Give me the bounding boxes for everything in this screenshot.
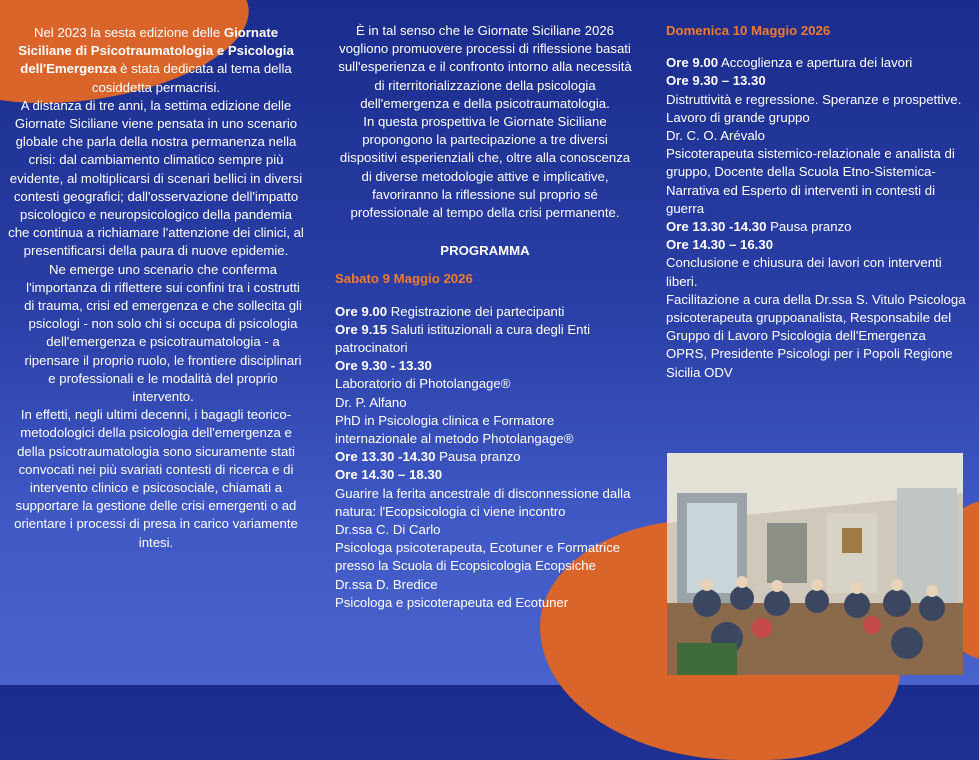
sun-item-2-role: Psicoterapeuta sistemico-relazionale e analista di gruppo, Docente della Scuola Etno-Sistemica-Narrativa ed Esperto di interventi in contesti di guerra <box>666 146 955 216</box>
sun-item-2-title: Distruttività e regressione. Speranze e prospettive. Lavoro di grande gruppo <box>666 91 962 125</box>
sat-item-3-title: Laboratorio di Photolangage® <box>335 376 511 392</box>
sat-item-3-time: Ore 9.30 - 13.30 <box>335 358 432 374</box>
sat-item-5-time: Ore 14.30 – 18.30 <box>335 467 443 483</box>
purpose-paragraph-1: È in tal senso che le Giornate Siciliane 2026 vogliono promuovere processi di riflessione basati sull'esperienza e il confronto intorno alla necessità di riterritorializzazione della psicologia dell'emergenza e della psicotraumatologia. <box>338 23 632 111</box>
sat-item-5-role-2: Psicologa e psicoterapeuta ed Ecotuner <box>335 594 569 610</box>
sat-item-3-role: PhD in Psicologia clinica e Formatore internazionale al metodo Photolangage® <box>335 412 574 447</box>
group-session-photo <box>667 453 963 675</box>
intro-column <box>8 24 304 552</box>
sat-item-3-speaker: Dr. P. Alfano <box>335 394 407 410</box>
saturday-date: Sabato 9 Maggio 2026 <box>335 271 473 287</box>
sun-item-2-time: Ore 9.30 – 13.30 <box>666 73 766 89</box>
sun-item-2-speaker: Dr. C. O. Arévalo <box>666 128 765 144</box>
program-column-sunday <box>666 22 966 382</box>
sun-item-4-facilitator: Facilitazione a cura della Dr.ssa S. Vitulo Psicologa psicoterapeuta gruppoanalista, Responsabile del Gruppo di Lavoro Psicologia dell'Emergenza OPRS, Presidente Psicologi per i Popoli Regione Sicilia ODV <box>666 291 966 380</box>
photo-illustration <box>667 453 963 675</box>
sunday-date: Domenica 10 Maggio 2026 <box>666 23 831 38</box>
sun-item-4-title: Conclusione e chiusura dei lavori con interventi liberi. <box>666 255 942 289</box>
sun-item-3: Ore 13.30 -14.30 Pausa pranzo <box>666 219 852 235</box>
program-heading: PROGRAMMA <box>440 243 530 259</box>
intro-paragraph-4: In effetti, negli ultimi decenni, i bagagli teorico-metodologici della psicologia dell'emergenza e della psicotraumatologia sono sicuramente stati convocati nei più svariati contesti di ricerca e di intervento clinico e psicosociale, chiamati a supportare la gestione delle crisi emergenti o ad orientare i processi di presa in carico variamente intesi. <box>14 407 298 550</box>
sun-item-1: Ore 9.00 Accoglienza e apertura dei lavori <box>666 55 913 71</box>
sun-item-4-time: Ore 14.30 – 16.30 <box>666 237 774 253</box>
intro-paragraph-1: Nel 2023 la sesta edizione delle Giornate Siciliane di Psicotraumatologia e Psicologia dell'Emergenza è stata dedicata al tema della cosiddetta permacrisi. <box>18 25 294 95</box>
program-column-saturday <box>335 22 635 612</box>
sat-item-5-speaker-1: Dr.ssa C. Di Carlo <box>335 522 441 538</box>
sat-item-5-role-1: Psicologa psicoterapeuta, Ecotuner e Formatrice presso la Scuola di Ecopsicologia Ecopsiche <box>335 540 621 574</box>
purpose-paragraph-2: In questa prospettiva le Giornate Siciliane propongono la partecipazione a tre diversi dispositivi esperienziali che, oltre alla conoscenza di diverse metodologie attive e implicative, favoriranno la riflessione sul proprio sé professionale al tempo della crisi permanente. <box>339 114 631 221</box>
sat-item-4: Ore 13.30 -14.30 Pausa pranzo <box>335 449 521 465</box>
sat-item-5-title: Guarire la ferita ancestrale di disconnessione dalla natura: l'Ecopsicologia ci viene incontro <box>335 485 631 519</box>
intro-paragraph-2: A distanza di tre anni, la settima edizione delle Giornate Siciliane viene pensata in uno scenario globale che parla della nostra permanenza nella crisi: dal cambiamento climatico sempre più evidente, al moltiplicarsi di scenari bellici in diversi contesti geografici; dall'osservazione dell'impatto psicologico e neuropsicologico della pandemia che continua a richiamare l'attenzione dei clinici, al presentificarsi della paura di nuove epidemie. <box>8 97 304 259</box>
sat-item-5-speaker-2: Dr.ssa D. Bredice <box>335 576 438 592</box>
sat-item-1: Ore 9.00 Registrazione dei partecipanti <box>335 303 565 319</box>
sat-item-2: Ore 9.15 Saluti istituzionali a cura degli Enti patrocinatori <box>335 321 591 356</box>
intro-paragraph-3: Ne emerge uno scenario che conferma l'importanza di riflettere sui confini tra i costrutti di trauma, crisi ed emergenza e che sollecita gli psicologi - non solo chi si occupa di psicologia dell'emergenza e psicotraumatologia - a ripensare il proprio ruolo, le frontiere disciplinari e professionali e le modalità del proprio intervento. <box>24 261 302 405</box>
